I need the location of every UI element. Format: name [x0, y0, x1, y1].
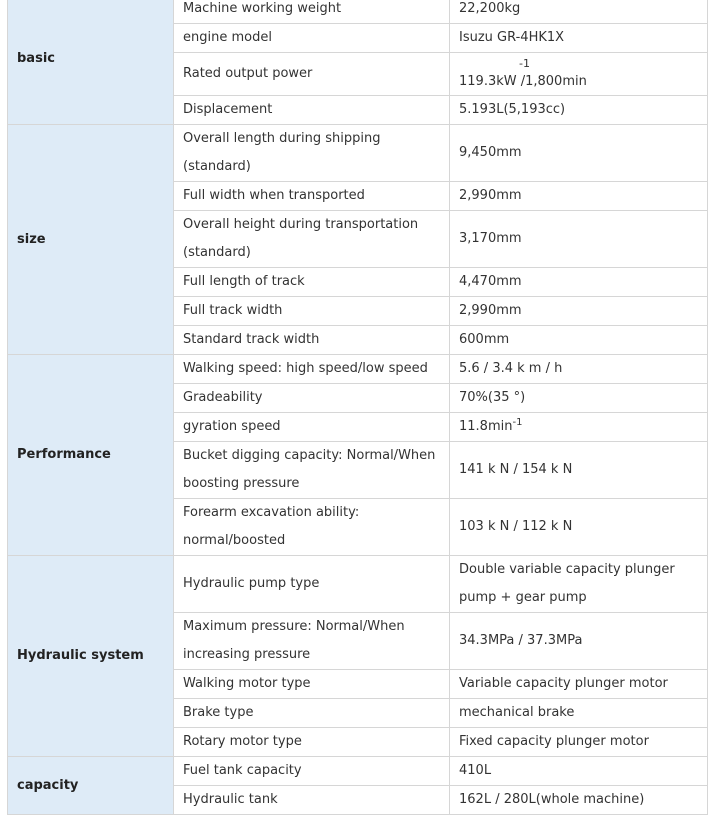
row-value: 22,200kg	[450, 0, 708, 24]
section-capacity: capacity	[8, 757, 174, 815]
row-value-line: Double variable capacity plunger	[459, 562, 675, 577]
row-value: 34.3MPa / 37.3MPa	[450, 613, 708, 670]
row-label	[174, 613, 450, 670]
row-value: 2,990mm	[450, 297, 708, 326]
row-label: Walking speed: high speed/low speed	[174, 355, 450, 384]
table-row	[8, 125, 708, 182]
row-label-line: Forearm excavation ability:	[183, 505, 360, 520]
row-label: gyration speed	[174, 413, 450, 442]
row-value: 103 k N / 112 k N	[450, 499, 708, 556]
row-value: 162L / 280L(whole machine)	[450, 786, 708, 815]
row-value: 5.193L(5,193cc)	[450, 96, 708, 125]
row-value: 141 k N / 154 k N	[450, 442, 708, 499]
row-label: Overall length during shipping (standard)	[174, 125, 450, 182]
table-row	[8, 556, 708, 613]
row-label: Full width when transported	[174, 182, 450, 211]
row-value-with-superscript	[450, 53, 708, 96]
row-value: 3,170mm	[450, 211, 708, 268]
row-label: Hydraulic pump type	[174, 556, 450, 613]
row-value	[450, 556, 708, 613]
row-value-line: pump + gear pump	[459, 590, 587, 605]
row-label: engine model	[174, 24, 450, 53]
section-basic: basic	[8, 0, 174, 125]
row-label	[174, 442, 450, 499]
row-value: 410L	[450, 757, 708, 786]
row-value: Variable capacity plunger motor	[450, 670, 708, 699]
unit-superscript: -1	[519, 57, 530, 70]
row-value: 4,470mm	[450, 268, 708, 297]
row-label: Fuel tank capacity	[174, 757, 450, 786]
row-label: Walking motor type	[174, 670, 450, 699]
table-row	[8, 0, 708, 24]
row-value: 9,450mm	[450, 125, 708, 182]
row-label-line: increasing pressure	[183, 647, 311, 662]
row-value: 119.3kW /1,800min	[459, 74, 587, 89]
row-label-line: Overall height during transportation	[183, 217, 419, 232]
row-label: Machine working weight	[174, 0, 450, 24]
section-performance: Performance	[8, 355, 174, 556]
row-label-line: Maximum pressure: Normal/When	[183, 619, 405, 634]
row-value: Fixed capacity plunger motor	[450, 728, 708, 757]
row-value: 5.6 / 3.4 k m / h	[450, 355, 708, 384]
row-label: Full track width	[174, 297, 450, 326]
row-label: Full length of track	[174, 268, 450, 297]
row-value: 11.8min	[459, 419, 513, 434]
row-label: Rotary motor type	[174, 728, 450, 757]
table-row	[8, 757, 708, 786]
row-value: 2,990mm	[450, 182, 708, 211]
row-value: 70%(35 °)	[450, 384, 708, 413]
row-label: Displacement	[174, 96, 450, 125]
table-row	[8, 355, 708, 384]
row-label-line: boosting pressure	[183, 476, 300, 491]
row-value: mechanical brake	[450, 699, 708, 728]
row-label-line: Bucket digging capacity: Normal/When	[183, 448, 436, 463]
unit-superscript: -1	[512, 417, 523, 428]
row-value: 600mm	[450, 326, 708, 355]
spec-table	[7, 0, 708, 815]
row-label: Standard track width	[174, 326, 450, 355]
row-label	[174, 211, 450, 268]
row-label-line: normal/boosted	[183, 533, 286, 548]
row-value-with-superscript	[450, 413, 708, 442]
row-label-line: (standard)	[183, 245, 251, 260]
row-label: Rated output power	[174, 53, 450, 96]
section-size: size	[8, 125, 174, 355]
row-label: Brake type	[174, 699, 450, 728]
row-label	[174, 499, 450, 556]
row-value: Isuzu GR-4HK1X	[450, 24, 708, 53]
row-label: Hydraulic tank	[174, 786, 450, 815]
row-label: Gradeability	[174, 384, 450, 413]
section-hydraulic-system: Hydraulic system	[8, 556, 174, 757]
